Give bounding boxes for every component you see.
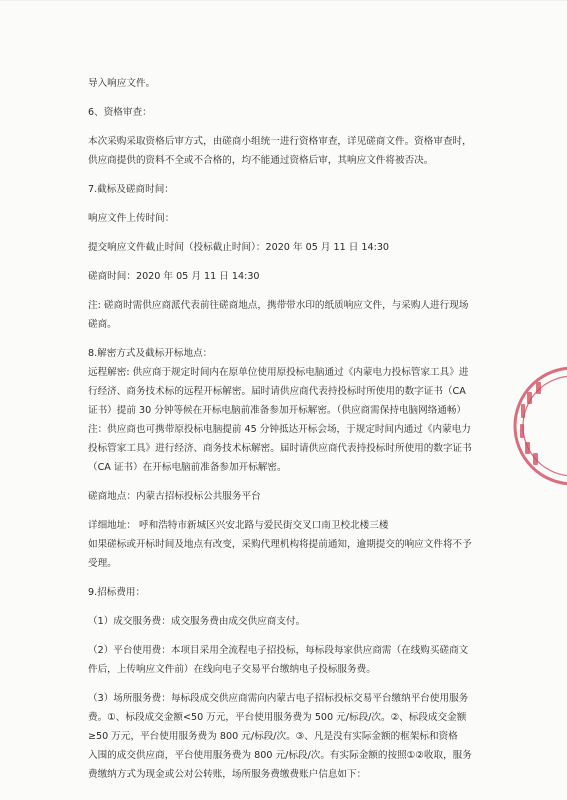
remote-decrypt-text: 远程解密: 供应商于规定时间内在原单位使用原投标电脑通过《内蒙电力投标管家工具》进: [88, 367, 469, 378]
fee-item-3: （3）场所服务费：每标段成交供应商需向内蒙古电子招标投标交易平台缴纳平台使用服务: [88, 693, 469, 704]
section-7-note: 磋商。: [88, 319, 117, 330]
fee-item-2: 件后，上传响应文件前）在线向电子交易平台缴纳电子投标服务费。: [88, 664, 376, 675]
section-7-subtitle: 响应文件上传时间：: [88, 213, 175, 224]
red-seal-stamp-icon: [487, 350, 567, 500]
section-7-title: 7.截标及磋商时间：: [88, 184, 174, 195]
consult-time-line: 磋商时间：2020 年 05 月 11 日 14:30: [88, 271, 260, 282]
remote-decrypt-text: 行经济、商务技术标的远程开标解密。届时请供应商代表持投标时所使用的数字证书（CA: [88, 386, 466, 397]
scan-artifact: [0, 0, 567, 1]
fee-item-3: 费缴纳方式为现金或公对公转账，场所服务费缴费账户信息如下：: [88, 769, 367, 780]
section-8-title: 8.解密方式及截标开标地点：: [88, 348, 213, 359]
section-8-note: （CA 证书）在开标电脑前准备参加开标解密。: [88, 462, 287, 473]
section-9-title: 9.招标费用：: [88, 587, 146, 598]
deadline-line: 提交响应文件截止时间（投标截止时间）：2020 年 05 月 11 日 14:30: [88, 242, 390, 253]
change-notice: 如果磋标或开标时间及地点有改变，采购代理机构将提前通知，逾期提交的响应文件将不予: [88, 539, 472, 550]
section-7-note: 注: 磋商时需供应商派代表前往磋商地点，携带带水印的纸质响应文件，与采购人进行现场: [88, 300, 469, 311]
continuation-line: 导入响应文件。: [88, 78, 156, 89]
section-8-note: 投标管家工具》进行经济、商务技术标解密。届时请供应商代表持投标时所使用的数字证书: [88, 443, 472, 454]
fee-item-2: （2）平台使用费：本项目采用全流程电子招投标，每标段每家供应商需（在线购买磋商文: [88, 645, 469, 656]
section-6-text: 本次采购采取资格后审方式，由磋商小组统一进行资格审查，详见磋商文件。资格审查时，: [88, 136, 472, 147]
detailed-address: 详细地址： 呼和浩特市新城区兴安北路与爱民街交叉口南卫校北楼三楼: [88, 520, 389, 531]
remote-decrypt-text: 证书）提前 30 分钟等候在开标电脑前准备参加开标解密。（供应商需保持电脑网络通畅）: [88, 405, 467, 416]
section-6-text: 供应商提供的资料不全或不合格的，均不能通过资格后审，其响应文件将被否决。: [88, 155, 434, 166]
fee-item-3: 入围的成交供应商，平台使用服务费为 800 元/标段/次。有实际金额的按照①②收取，服务: [88, 750, 472, 761]
section-8-note: 注：供应商也可携带原投标电脑提前 45 分钟抵达开标会场，于规定时间内通过《内蒙电力: [88, 424, 471, 435]
fee-item-1: （1）成交服务费：成交服务费由成交供应商支付。: [88, 616, 306, 627]
section-6-title: 6、资格审查：: [88, 107, 152, 118]
consult-place: 磋商地点：内蒙古招标投标公共服务平台: [88, 491, 261, 502]
fee-item-3: 费。①、标段成交金额<50 万元，平台使用服务费为 500 元/标段/次。②、标段成交金额: [88, 712, 467, 723]
document-body: [88, 74, 508, 784]
change-notice: 受理。: [88, 558, 117, 569]
fee-item-3: ≥50 万元，平台使用服务费为 800 元/标段/次。③、凡是没有实际金额的框架标和资格: [88, 731, 458, 742]
